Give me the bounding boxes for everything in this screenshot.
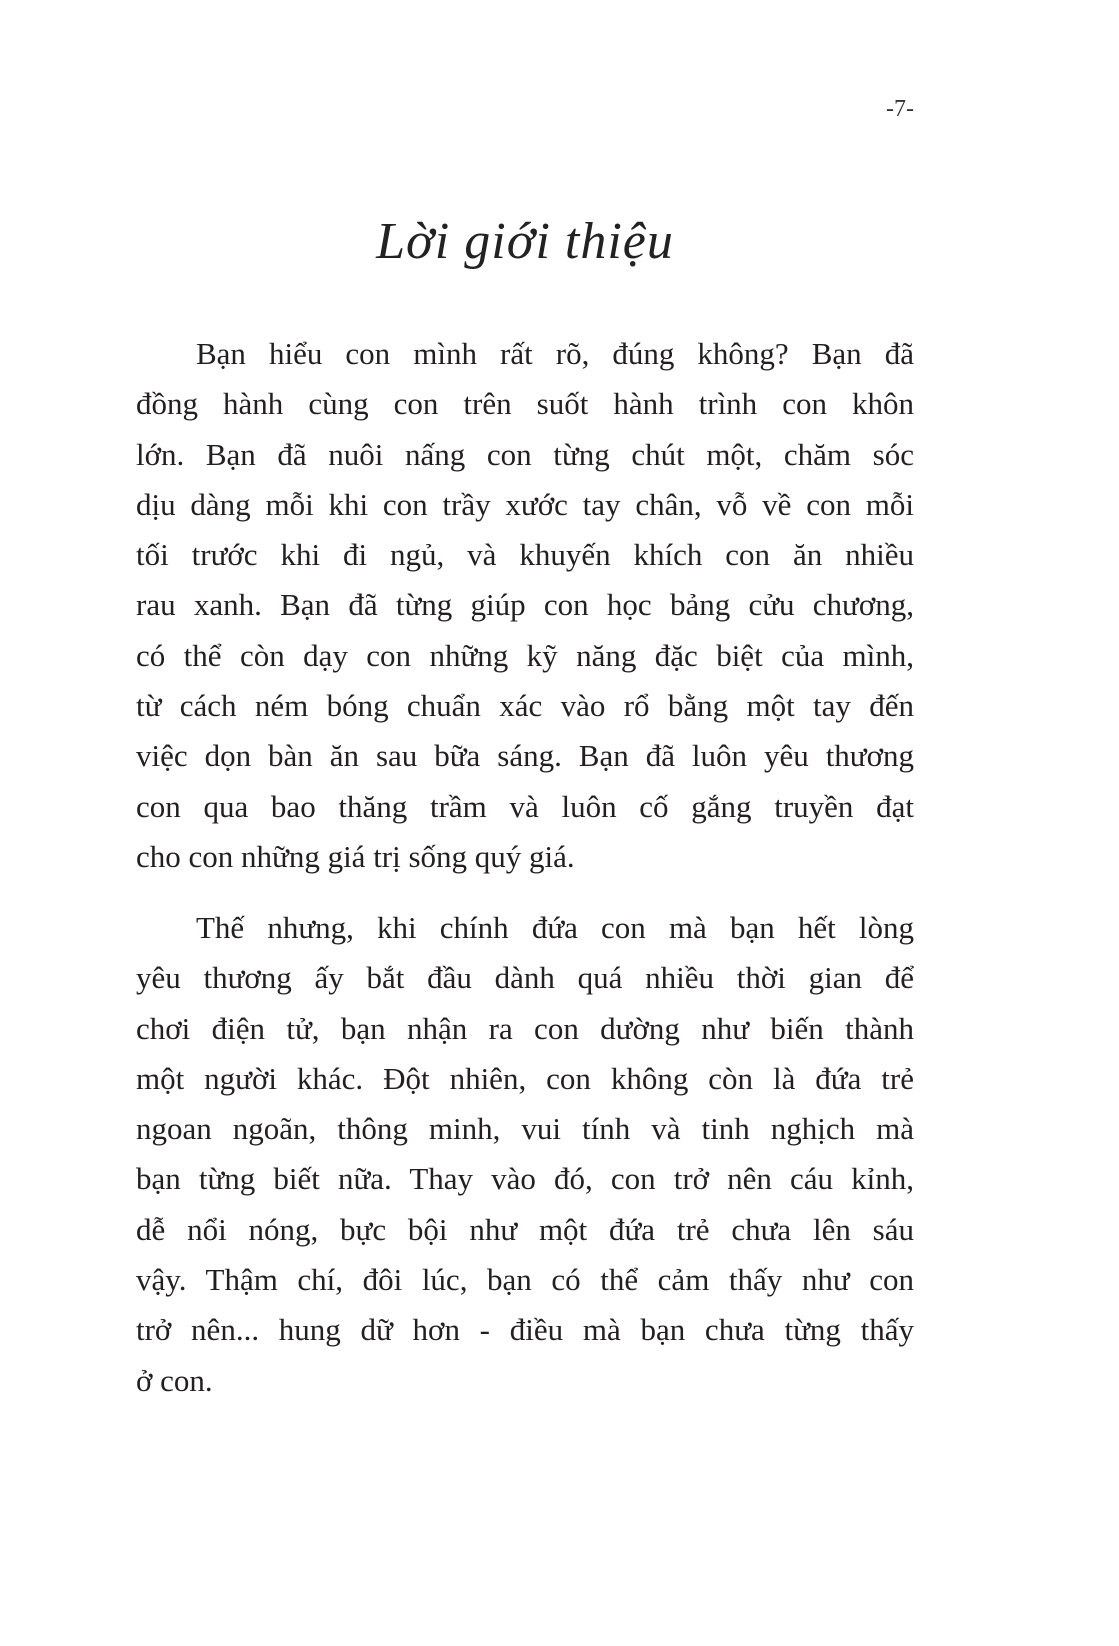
paragraph-1 [136,329,914,882]
text-line: việc dọn bàn ăn sau bữa sáng. Bạn đã luôn yêu thương [136,738,914,774]
text-line: từ cách ném bóng chuẩn xác vào rổ bằng một tay đến [136,688,914,724]
text-line: ở con. [136,1362,213,1398]
text-line: Bạn hiểu con mình rất rõ, đúng không? Bạn đã [196,336,914,371]
paragraph-2 [136,903,914,1406]
text-line: tối trước khi đi ngủ, và khuyến khích con ăn nhiều [136,537,914,573]
text-line: Thế nhưng, khi chính đứa con mà bạn hết lòng [196,910,914,945]
text-line: một người khác. Đột nhiên, con không còn là đứa trẻ [136,1060,914,1096]
text-line: dịu dàng mỗi khi con trầy xước tay chân, vỗ về con mỗi [136,486,914,522]
text-line: yêu thương ấy bắt đầu dành quá nhiều thời gian để [136,960,914,996]
text-line: trở nên... hung dữ hơn - điều mà bạn chưa từng thấy [136,1312,914,1348]
text-line: có thể còn dạy con những kỹ năng đặc biệt của mình, [136,637,914,673]
chapter-title: Lời giới thiệu [376,213,674,270]
text-line: cho con những giá trị sống quý giá. [136,838,575,874]
page-number: -7- [886,96,914,122]
text-line: vậy. Thậm chí, đôi lúc, bạn có thể cảm thấy như con [136,1262,914,1298]
text-line: bạn từng biết nữa. Thay vào đó, con trở nên cáu kỉnh, [136,1161,914,1197]
text-line: lớn. Bạn đã nuôi nấng con từng chút một, chăm sóc [136,436,914,472]
text-line: dễ nổi nóng, bực bội như một đứa trẻ chưa lên sáu [136,1211,914,1247]
text-line: ngoan ngoãn, thông minh, vui tính và tinh nghịch mà [136,1111,914,1147]
text-line: rau xanh. Bạn đã từng giúp con học bảng cửu chương, [136,587,914,623]
text-line: đồng hành cùng con trên suốt hành trình con khôn [136,386,914,422]
text-line: chơi điện tử, bạn nhận ra con dường như biến thành [136,1010,914,1046]
text-line: con qua bao thăng trầm và luôn cố gắng truyền đạt [136,788,914,824]
